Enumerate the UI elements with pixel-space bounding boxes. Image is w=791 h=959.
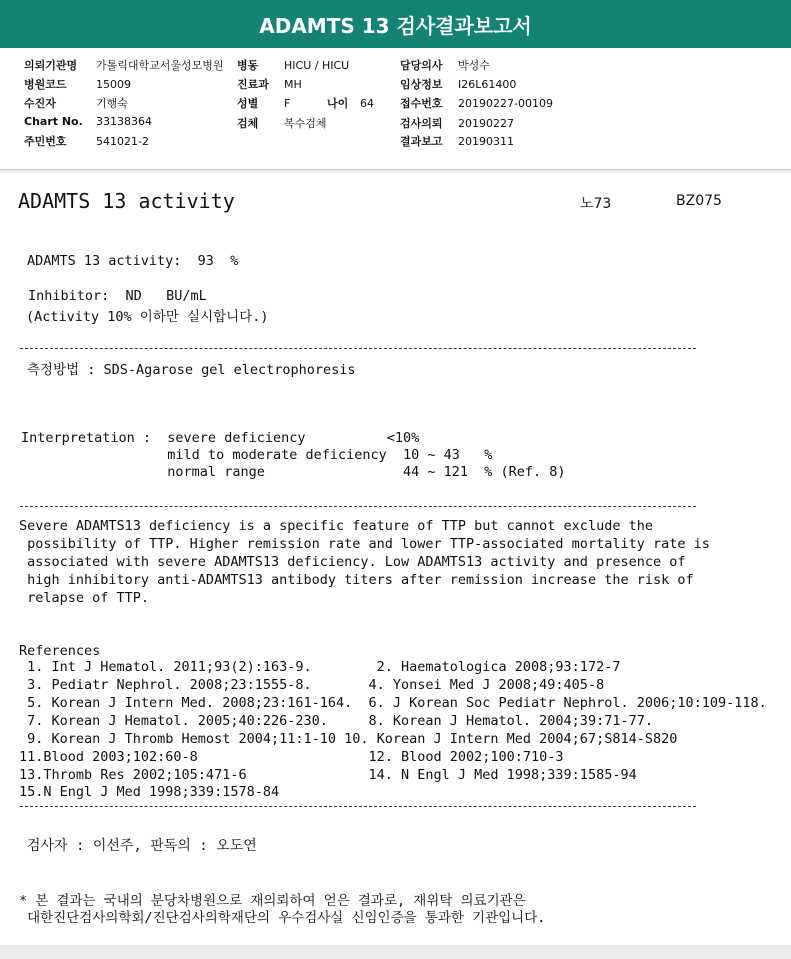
patient-info-panel [0, 48, 791, 170]
report-title: ADAMTS 13 검사결과보고서 [259, 13, 532, 38]
report-body [0, 173, 791, 945]
info-row-hospital-code: 병원코드 15009 [24, 78, 131, 91]
reference-line: 7. Korean J Hematol. 2005;40:226-230. 8. Korean J Hematol. 2004;39:71-77. [19, 713, 653, 729]
reference-line: 5. Korean J Intern Med. 2008;23:161-164. 6. J Korean Soc Pediatr Nephrol. 2006;10:109-118. [19, 695, 767, 711]
reference-line: 15.N Engl J Med 1998;339:1578-84 [19, 784, 280, 800]
comment-line: Severe ADAMTS13 deficiency is a specific feature of TTP but cannot exclude the [19, 518, 653, 534]
report-title-banner [0, 0, 791, 48]
reference-line: 1. Int J Hematol. 2011;93(2):163-9. 2. Haematologica 2008;93:172-7 [19, 659, 621, 675]
info-row-resident-no: 주민번호 541021-2 [24, 135, 149, 148]
inhibitor-result: Inhibitor: ND BU/mL [28, 288, 207, 304]
interpretation-line: normal range 44 ~ 121 % (Ref. 8) [21, 464, 566, 480]
comment-line: high inhibitory anti-ADAMTS13 antibody titers after remission increase the risk of [19, 572, 694, 588]
info-row-department: 진료과 MH [237, 78, 302, 91]
info-row-sex: 성별 F [237, 97, 291, 110]
interpretation-line: Interpretation : severe deficiency <10% [21, 430, 420, 446]
info-row-clinical-info: 임상정보 I26L61400 [400, 78, 517, 91]
inhibitor-note: (Activity 10% 이하만 실시합니다.) [26, 309, 269, 325]
info-row-specimen: 검체 복수검체 [237, 117, 327, 130]
info-row-patient: 수진자 기행숙 [24, 97, 128, 110]
info-row-physician: 담당의사 박성수 [400, 59, 490, 72]
comment-line: associated with severe ADAMTS13 deficiency. Low ADAMTS13 activity and presence of [19, 554, 686, 570]
handwritten-stamp-1: 노73 [580, 196, 612, 212]
divider [20, 506, 696, 507]
reference-line: 9. Korean J Thromb Hemost 2004;11:1-10 10. Korean J Intern Med 2004;67;S814-S820 [19, 731, 678, 747]
info-row-ward: 병동 HICU / HICU [237, 59, 350, 72]
comment-line: possibility of TTP. Higher remission rate and lower TTP-associated mortality rate is [19, 536, 710, 552]
method-line: 측정방법 : SDS-Agarose gel electrophoresis [27, 362, 356, 378]
info-row-report-date: 결과보고 20190311 [400, 135, 514, 148]
info-row-chart-no: Chart No. 33138364 [24, 115, 152, 128]
divider [20, 806, 696, 807]
test-title: ADAMTS 13 activity [18, 189, 235, 213]
references-heading: References [19, 643, 101, 659]
examiner-line: 검사자 : 이선주, 판독의 : 오도연 [27, 838, 257, 854]
info-row-accession-no: 접수번호 20190227-00109 [400, 97, 553, 110]
activity-result: ADAMTS 13 activity: 93 % [27, 253, 239, 269]
reference-line: 13.Thromb Res 2002;105:471-6 14. N Engl J Med 1998;339:1585-94 [19, 767, 637, 783]
comment-line: relapse of TTP. [19, 590, 150, 606]
handwritten-stamp-2: BZ075 [676, 193, 722, 209]
reference-line: 11.Blood 2003;102:60-8 12. Blood 2002;100:710-3 [19, 749, 564, 765]
reference-line: 3. Pediatr Nephrol. 2008;23:1555-8. 4. Yonsei Med J 2008;49:405-8 [19, 677, 605, 693]
info-row-age: 나이 64 [327, 97, 374, 110]
footnote-line: 대한진단검사의학회/진단검사의학재단의 우수검사실 신임인증을 통과한 기관입니다. [19, 910, 546, 926]
footnote-line: * 본 결과는 국내의 분당차병원으로 재의뢰하여 얻은 결과로, 재위탁 의료기관은 [19, 893, 526, 909]
interpretation-line: mild to moderate deficiency 10 ~ 43 % [21, 447, 493, 463]
divider [20, 348, 696, 349]
info-row-institution: 의뢰기관명 가톨릭대학교서울성모병원 [24, 59, 224, 72]
info-row-request-date: 검사의뢰 20190227 [400, 117, 514, 130]
